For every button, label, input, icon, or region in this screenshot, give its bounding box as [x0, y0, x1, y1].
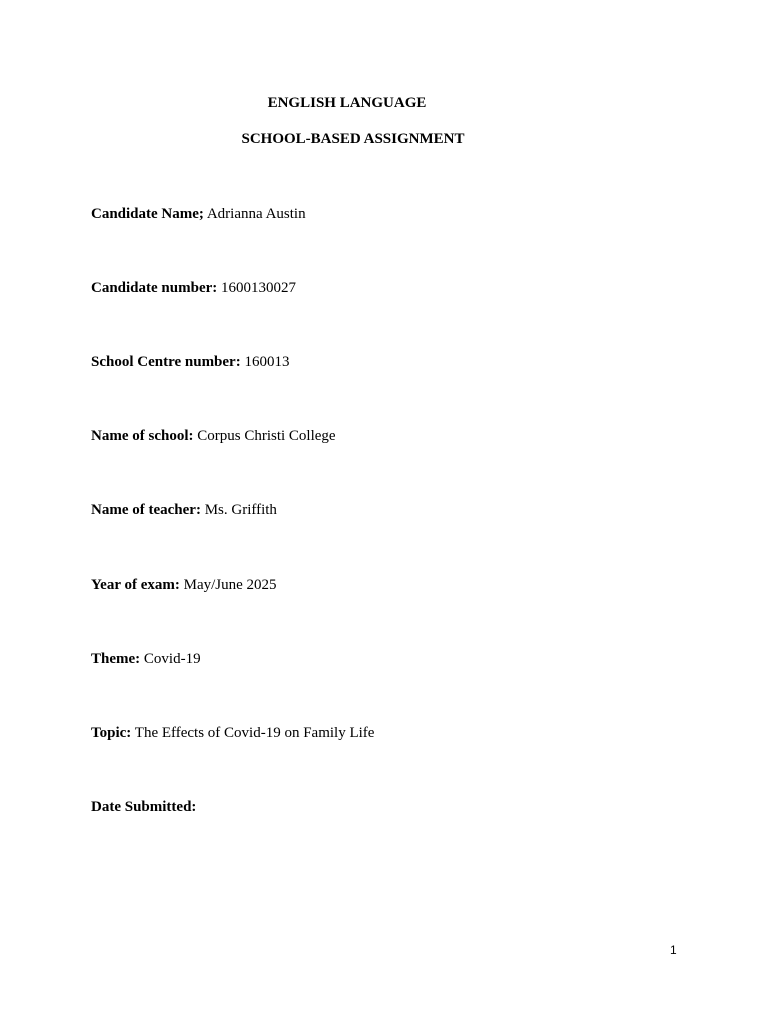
field-value: The Effects of Covid-19 on Family Life [131, 725, 375, 741]
school-name-field [91, 427, 336, 445]
page-number: 1 [670, 943, 677, 957]
field-value: 1600130027 [217, 280, 297, 296]
field-value: Adrianna Austin [203, 206, 306, 222]
date-submitted-field [91, 798, 196, 816]
field-value: Covid-19 [140, 651, 201, 667]
document-title: ENGLISH LANGUAGE [267, 95, 427, 111]
theme-field [91, 650, 201, 668]
teacher-name-field [91, 501, 277, 519]
field-label: Candidate number: [91, 280, 218, 296]
field-value: Corpus Christi College [193, 428, 336, 444]
field-label: Theme: [91, 651, 141, 667]
field-label: Year of exam: [91, 577, 180, 593]
field-value: 160013 [240, 354, 290, 370]
field-value: May/June 2025 [179, 577, 277, 593]
field-label: Name of school: [91, 428, 194, 444]
document-subtitle: SCHOOL-BASED ASSIGNMENT [241, 131, 465, 147]
exam-year-field [91, 576, 277, 594]
field-label: School Centre number: [91, 354, 241, 370]
field-label: Name of teacher: [91, 502, 201, 518]
candidate-name-field [91, 205, 306, 223]
school-centre-number-field [91, 353, 289, 371]
topic-field [91, 724, 374, 742]
field-label: Date Submitted: [91, 799, 197, 815]
candidate-number-field [91, 279, 296, 297]
field-value: Ms. Griffith [200, 502, 277, 518]
field-label: Topic: [91, 725, 132, 741]
field-label: Candidate Name; [91, 206, 204, 222]
